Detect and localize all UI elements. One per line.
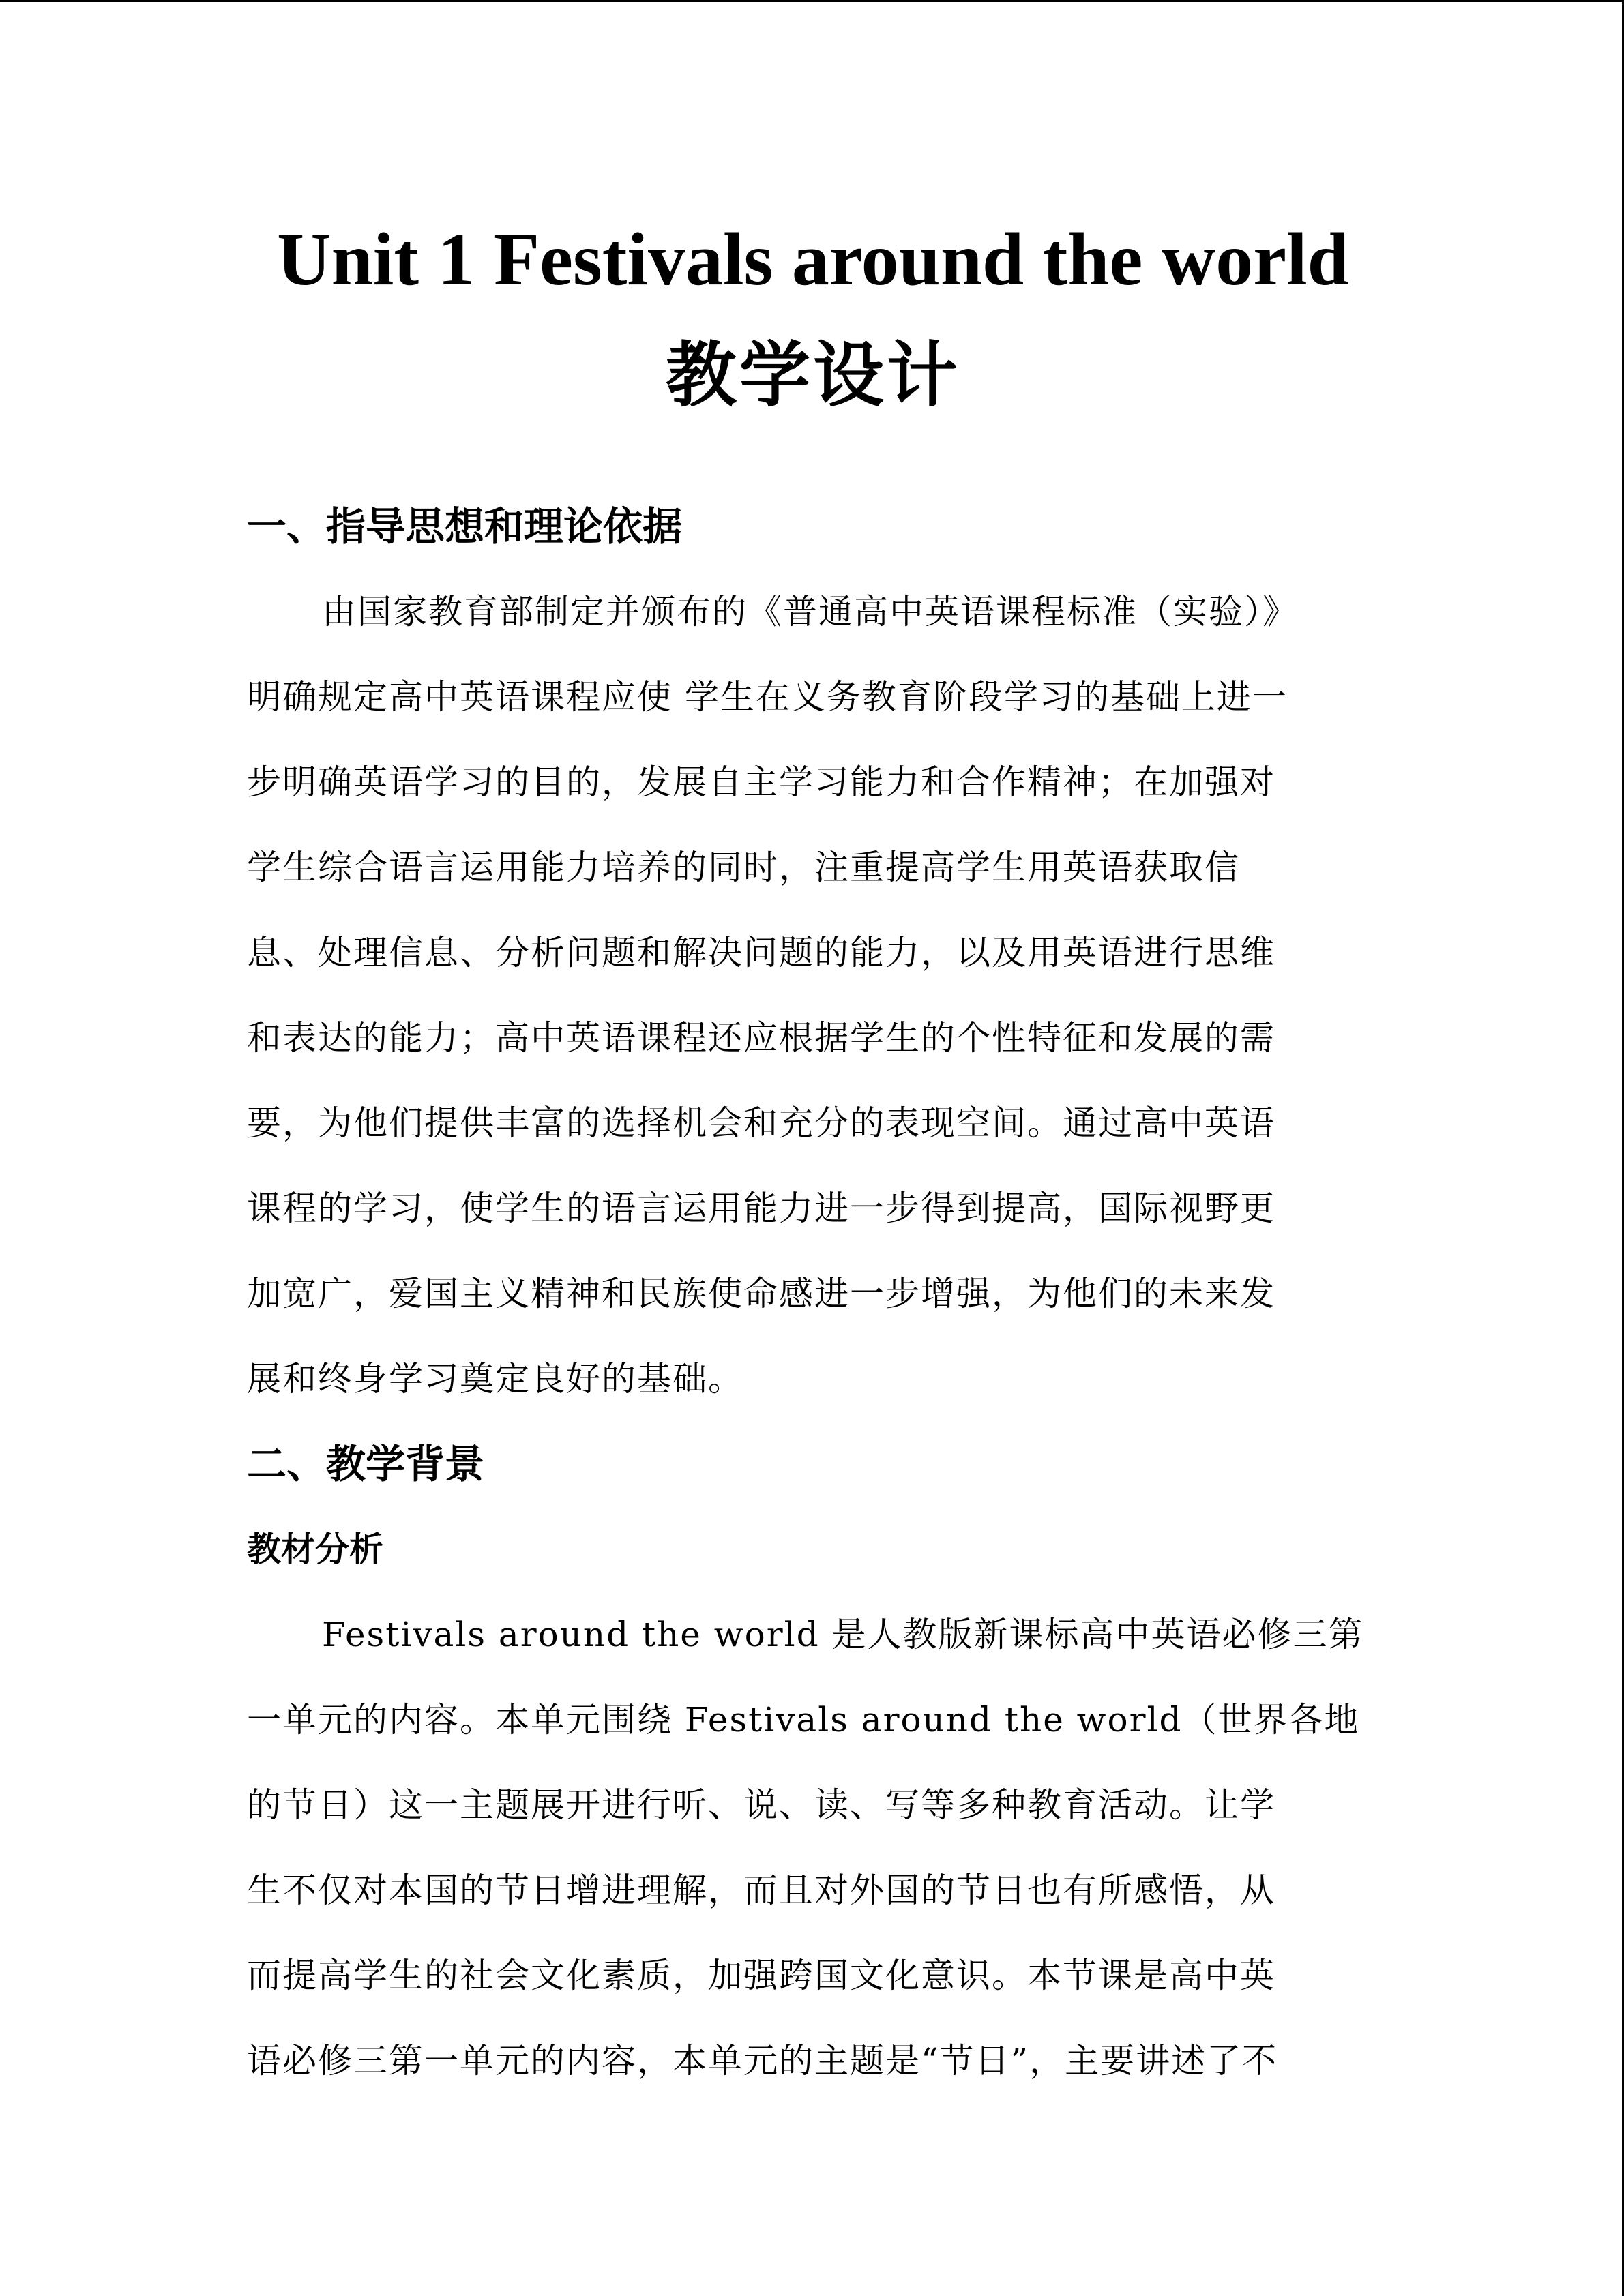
paragraph-line: 的节日）这一主题展开进行听、说、读、写等多种教育活动。让学 <box>247 1785 1275 1825</box>
paragraph-line: 和表达的能力；高中英语课程还应根据学生的个性特征和发展的需 <box>247 1018 1275 1058</box>
section-heading-guiding-ideology: 一、指导思想和理论依据 <box>247 503 683 550</box>
document-title-english: Unit 1 Festivals around the world <box>277 218 1349 301</box>
paragraph-line: 学生综合语言运用能力培养的同时，注重提高学生用英语获取信 <box>247 848 1240 887</box>
section-heading-teaching-background: 二、教学背景 <box>247 1441 485 1487</box>
paragraph-line: 明确规定高中英语课程应使 学生在义务教育阶段学习的基础上进一 <box>247 677 1288 717</box>
paragraph-line: 由国家教育部制定并颁布的《普通高中英语课程标准（实验）》 <box>322 592 1298 631</box>
document-page <box>247 205 1379 2104</box>
paragraph-line: 一单元的内容。本单元围绕 Festivals around the world（世界各地 <box>247 1700 1360 1740</box>
page-border-top <box>0 0 1624 2</box>
paragraph-line: 息、处理信息、分析问题和解决问题的能力，以及用英语进行思维 <box>247 933 1275 972</box>
paragraph-line: 语必修三第一单元的内容，本单元的主题是“节日”，主要讲述了不 <box>247 2041 1278 2081</box>
paragraph-line: 而提高学生的社会文化素质，加强跨国文化意识。本节课是高中英 <box>247 1956 1275 1995</box>
paragraph-line: 加宽广，爱国主义精神和民族使命感进一步增强，为他们的未来发 <box>247 1274 1275 1313</box>
paragraph-line: 要，为他们提供丰富的选择机会和充分的表现空间。通过高中英语 <box>247 1103 1275 1143</box>
subheading-textbook-analysis: 教材分析 <box>247 1530 383 1569</box>
paragraph-textbook-analysis <box>247 1592 1379 2104</box>
paragraph-line: 展和终身学习奠定良好的基础。 <box>247 1359 743 1399</box>
paragraph-line: Festivals around the world 是人教版新课标高中英语必修三第 <box>322 1615 1364 1654</box>
paragraph-guiding-ideology <box>247 569 1379 1422</box>
paragraph-line: 课程的学习，使学生的语言运用能力进一步得到提高，国际视野更 <box>247 1189 1275 1228</box>
paragraph-line: 生不仅对本国的节日增进理解，而且对外国的节日也有所感悟，从 <box>247 1870 1275 1910</box>
document-title-chinese: 教学设计 <box>665 333 960 417</box>
paragraph-line: 步明确英语学习的目的，发展自主学习能力和合作精神；在加强对 <box>247 762 1275 802</box>
